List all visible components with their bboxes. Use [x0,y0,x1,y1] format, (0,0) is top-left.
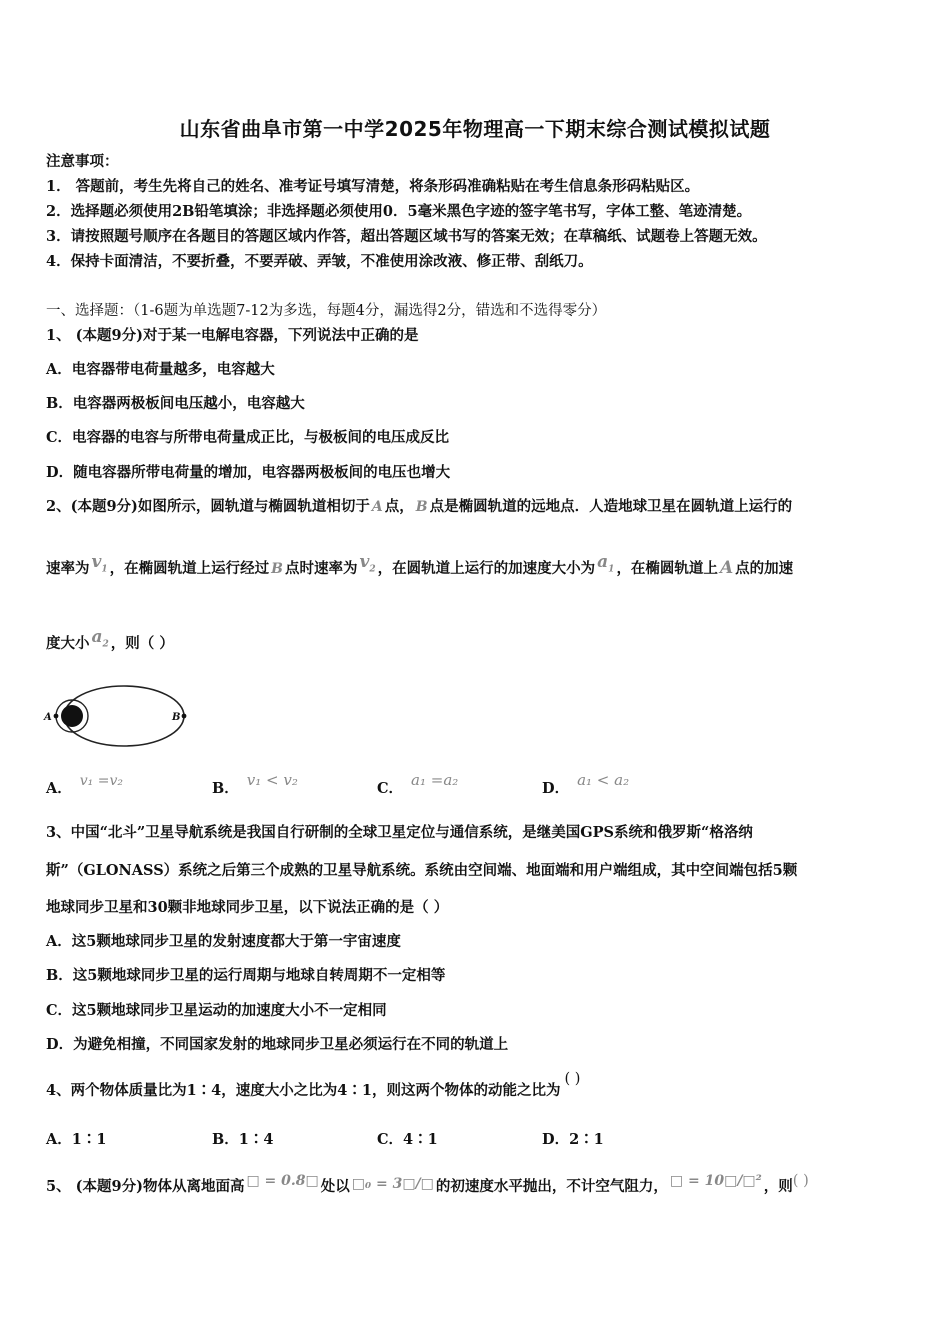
q2-option-c: C． a₁ =a₂ [377,771,459,797]
q3-line-1: 3、中国“北斗”卫星导航系统是我国自行研制的全球卫星定位与通信系统，是继美国GPS系统和俄罗斯“格洛纳 [46,824,753,841]
q2-text: 点， [384,498,414,515]
height-expr: □ = 0.8□ [246,1173,319,1189]
q1-option-c: C．电容器的电容与所带电荷量成正比，与极板间的电压成反比 [46,429,450,446]
q2-line-3 [46,627,174,660]
gravity-expr: □ = 10□/□² [669,1173,762,1189]
q2-text: ，在椭圆轨道上 [616,560,718,577]
q5-stem: 5、 (本题9分)物体从离地面高 □ = 0.8□ 处以 □₀ = 3□/□ 的初速度水平抛出，不计空气阻力， □ = 10□/□² ，则( ) [46,1173,809,1195]
q1-stem: 1、 (本题9分)对于某一电解电容器，下列说法中正确的是 [46,327,419,344]
notice-item-3: 3．请按照题号顺序在各题目的答题区域内作答，超出答题区域书写的答案无效；在草稿纸、试题卷上答题无效。 [46,228,767,245]
notice-item-4: 4．保持卡面清洁，不要折叠，不要弄破、弄皱，不准使用涂改液、修正带、刮纸刀。 [46,253,593,270]
section-heading: 一、选择题：（1-6题为单选题7-12为多选，每题4分，漏选得2分，错选和不选得零分） [46,303,607,319]
q3-option-d: D．为避免相撞，不同国家发射的地球同步卫星必须运行在不同的轨道上 [46,1036,509,1053]
q3-option-b: B．这5颗地球同步卫星的运行周期与地球自转周期不一定相等 [46,967,446,984]
q2-text: 点时速率为 [285,560,358,577]
point-b: B [271,561,283,577]
point-a: A [719,558,734,578]
q2-option-d: D． a₁ < a₂ [542,771,630,797]
q2-option-b-expr: v₁ < v₂ [246,771,298,789]
velocity-expr: □₀ = 3□/□ [351,1176,434,1192]
q2-option-c-expr: a₁ =a₂ [411,771,459,789]
notice-heading: 注意事项： [46,153,119,170]
point-b: B [415,499,428,515]
q4-option-c: C．4∶1 [377,1131,438,1148]
q1-option-a: A．电容器带电荷量越多，电容越大 [46,361,275,378]
earth-icon [61,705,83,727]
page-title: 山东省曲阜市第一中学2025年物理高一下期末综合测试模拟试题 [179,117,771,141]
q2-option-b: B． v₁ < v₂ [212,771,298,797]
q2-text: 点的加速 [735,560,794,577]
q2-text: 度大小 [46,635,90,652]
q3-line-3: 地球同步卫星和30颗非地球同步卫星，以下说法正确的是（ ） [46,899,449,916]
point-b-dot [182,714,187,719]
q2-option-a: A． v₁ =v₂ [46,773,123,797]
q2-text: 点是椭圆轨道的远地点．人造地球卫星在圆轨道上运行的 [429,498,793,515]
q2-text: 2、(本题9分)如图所示，圆轨道与椭圆轨道相切于 [46,498,370,515]
q2-text: ，在椭圆轨道上运行经过 [109,560,270,577]
q4-stem: 4、两个物体质量比为1∶4，速度大小之比为4∶1，则这两个物体的动能之比为( ) [46,1071,581,1099]
q4-option-d: D．2∶1 [542,1131,604,1148]
q3-option-a: A．这5颗地球同步卫星的发射速度都大于第一宇宙速度 [46,933,401,950]
point-a: A [371,499,383,515]
q1-option-b: B．电容器两极板间电压越小，电容越大 [46,395,305,412]
v1-symbol: $v_1$ [91,552,108,575]
notice-item-2: 2．选择题必须使用2B铅笔填涂；非选择题必须使用0．5毫米黑色字迹的签字笔书写，字体工整、笔迹清楚。 [46,203,752,220]
a1-symbol: $a_1$ [597,552,615,575]
q2-line-2 [46,552,794,585]
q2-text: ，则（ ） [110,635,174,652]
answer-paren: ( ) [792,1173,809,1189]
q1-option-d: D．随电容器所带电荷量的增加，电容器两极板间的电压也增大 [46,464,451,481]
a2-symbol: $a_2$ [91,627,109,650]
point-a-dot [54,714,59,719]
q2-text: 速率为 [46,560,90,577]
q4-option-b: B．1∶4 [212,1131,274,1148]
q2-option-d-expr: a₁ < a₂ [577,771,630,789]
q2-line-1 [46,497,792,517]
q4-option-a: A．1∶1 [46,1131,107,1148]
orbit-diagram [40,682,190,754]
notice-item-1: 1． 答题前，考生先将自己的姓名、准考证号填写清楚，将条形码准确粘贴在考生信息条形码粘贴区。 [46,178,700,195]
q3-option-c: C．这5颗地球同步卫星运动的加速度大小不一定相同 [46,1002,387,1019]
q2-text: ，在圆轨道上运行的加速度大小为 [377,560,596,577]
q3-line-2: 斯”（GLONASS）系统之后第三个成熟的卫星导航系统。系统由空间端、地面端和用户端组成，其中空间端包括5颗 [46,862,798,879]
fig-label-a: A [44,712,52,723]
v2-symbol: $v_2$ [359,552,376,575]
fig-label-b: B [172,712,181,723]
q2-option-a-expr: v₁ =v₂ [79,773,123,789]
answer-paren: ( ) [564,1071,581,1087]
